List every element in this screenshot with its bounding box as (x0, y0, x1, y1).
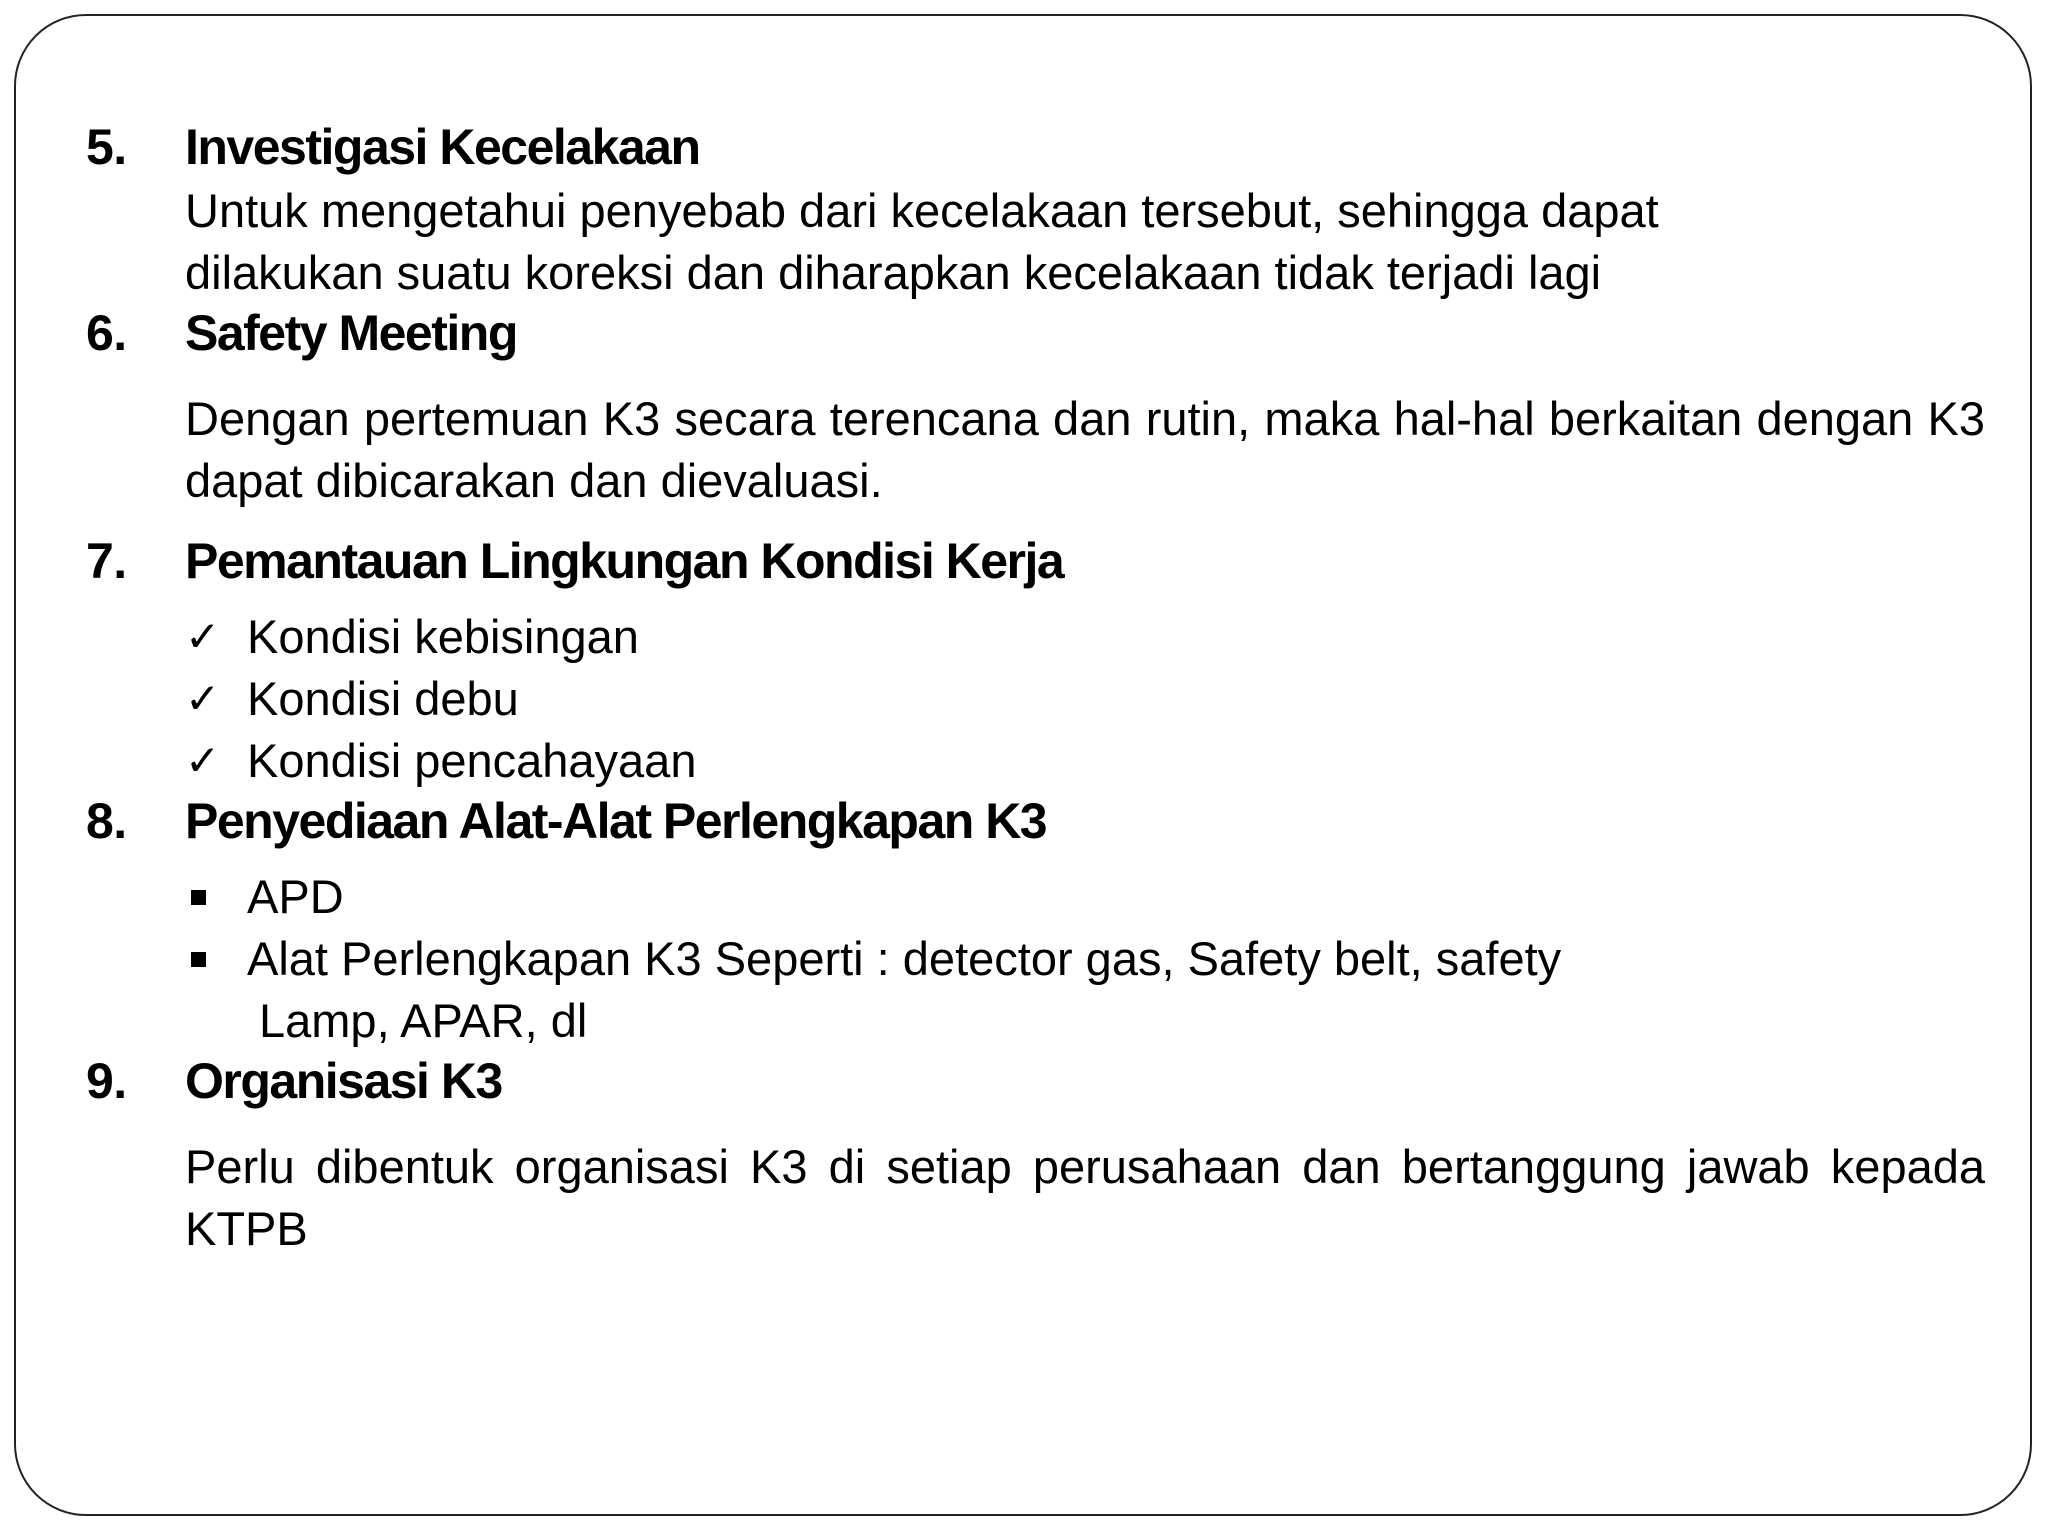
item-6-heading (86, 304, 1986, 366)
item-9-body (185, 1136, 1985, 1260)
list-item-text: Alat Perlengkapan K3 Seperti : detector gas, Safety belt, safety (247, 932, 1562, 985)
body-paragraph: Dengan pertemuan K3 secara terencana dan rutin, maka hal-hal berkaitan dengan K3 dapat dibicarakan dan dievaluasi. (185, 392, 1985, 507)
item-5-heading (86, 118, 1986, 180)
item-5-body (185, 180, 1985, 304)
square-bullet-icon (191, 890, 206, 905)
item-title: Investigasi Kecelakaan (185, 119, 700, 175)
item-7-heading (86, 532, 1986, 594)
body-line: Untuk mengetahui penyebab dari kecelakaan tersebut, sehingga dapat (185, 184, 1659, 237)
item-7-body (185, 606, 1985, 792)
item-title: Pemantauan Lingkungan Kondisi Kerja (185, 533, 1064, 589)
list-item-text: Kondisi kebisingan (247, 610, 639, 663)
item-title: Safety Meeting (185, 305, 517, 361)
check-list (185, 606, 1985, 792)
item-number: 5. (86, 119, 127, 175)
item-8 (86, 792, 1986, 1052)
item-number: 9. (86, 1053, 127, 1109)
item-number: 6. (86, 305, 127, 361)
checkmark-icon: ✓ (185, 612, 221, 661)
body-paragraph: Perlu dibentuk organisasi K3 di setiap perusahaan dan bertanggung jawab kepada KTPB (185, 1140, 1985, 1255)
checkmark-icon: ✓ (185, 736, 221, 785)
bullet-list (185, 866, 1985, 1052)
list-item-text: Kondisi debu (247, 672, 519, 725)
slide-content (86, 118, 1986, 1260)
item-title: Penyediaan Alat-Alat Perlengkapan K3 (185, 793, 1047, 849)
item-6-body (185, 388, 1985, 512)
item-5 (86, 118, 1986, 304)
list-item (185, 606, 1985, 668)
item-6 (86, 304, 1986, 512)
list-item (185, 730, 1985, 792)
item-8-body (185, 866, 1985, 1052)
list-item (185, 668, 1985, 730)
checkmark-icon: ✓ (185, 674, 221, 723)
list-item (185, 866, 1985, 928)
square-bullet-icon (191, 952, 206, 967)
item-number: 7. (86, 533, 127, 589)
body-line: dilakukan suatu koreksi dan diharapkan kecelakaan tidak terjadi lagi (185, 246, 1602, 299)
list-item-text: Kondisi pencahayaan (247, 734, 697, 787)
item-number: 8. (86, 793, 127, 849)
item-7 (86, 532, 1986, 792)
list-item-continuation: Lamp, APAR, dl (259, 994, 588, 1047)
list-item (185, 928, 1985, 1052)
item-9-heading (86, 1052, 1986, 1114)
item-8-heading (86, 792, 1986, 854)
item-9 (86, 1052, 1986, 1260)
list-item-text: APD (247, 870, 344, 923)
item-title: Organisasi K3 (185, 1053, 502, 1109)
